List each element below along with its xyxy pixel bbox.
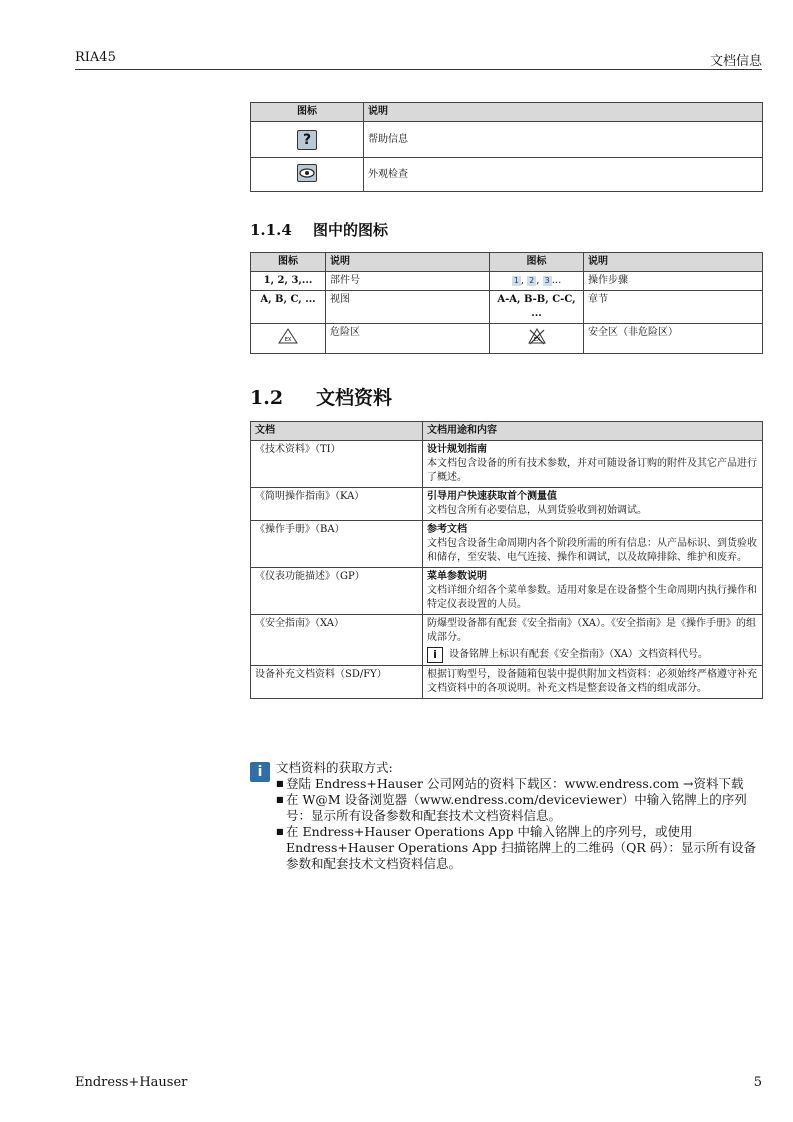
table-row: [251, 666, 763, 699]
doc-note-text: 设备铭牌上标识有配套《安全指南》（XA）文档资料代号。: [449, 649, 708, 660]
section-title: 图中的图标: [313, 221, 389, 239]
section-number: 1.1.4: [250, 221, 292, 239]
table-row: [251, 122, 763, 158]
doc-purpose-title: 菜单参数说明: [427, 571, 487, 582]
safe-area-icon: [527, 327, 547, 345]
doc-purpose-text: 本文档包含设备的所有技术参数，并对可随设备订购的附件及其它产品进行了概述。: [427, 458, 757, 483]
doc-name: 《简明操作指南》（KA）: [251, 488, 423, 521]
list-item: ■ 登陆 Endress+Hauser 公司网站的资料下载区：www.endress.com →资料下载: [286, 776, 765, 792]
section-number: 1.2: [250, 387, 284, 409]
note-list: [276, 776, 765, 872]
doc-purpose-title: 参考文档: [427, 524, 467, 535]
footer-brand: Endress+Hauser: [75, 1075, 188, 1090]
svg-text:EX: EX: [533, 337, 540, 343]
table-header-row: [251, 422, 763, 441]
graphic-symbols-table: [250, 252, 763, 354]
views-symbol: A, B, C, ...: [251, 291, 326, 324]
step-number: 2: [529, 276, 535, 285]
table-row: [251, 272, 763, 291]
col-header-purpose: 文档用途和内容: [423, 422, 763, 441]
table-row: [251, 488, 763, 521]
col-header-desc: 说明: [584, 253, 763, 272]
section-title: 文档资料: [316, 387, 393, 409]
table-header-row: [251, 103, 763, 122]
table-header-row: [251, 253, 763, 272]
row-desc: 危险区: [326, 324, 490, 354]
step-numbers-symbol: [490, 272, 584, 291]
table-row: [251, 521, 763, 568]
page-number: 5: [753, 1075, 762, 1090]
info-icon: i: [427, 647, 443, 663]
separator: ,: [520, 275, 528, 286]
doc-name: 《安全指南》（XA）: [251, 615, 423, 666]
header-rule: [75, 69, 762, 70]
col-header-icon: 图标: [251, 103, 364, 122]
row-desc: 操作步骤: [584, 272, 763, 291]
header-section: 文档信息: [709, 54, 762, 69]
list-item: ■ 在 W@M 设备浏览器（www.endress.com/deviceviewer）中输入铭牌上的序列号：显示所有设备参数和配套技术文档资料信息。: [286, 792, 765, 824]
ellipsis: ...: [551, 275, 562, 286]
col-header-icon: 图标: [251, 253, 326, 272]
row-desc: 章节: [584, 291, 763, 324]
visual-inspection-icon: [297, 164, 317, 182]
symbols-table: [250, 102, 763, 192]
doc-name: 《仪表功能描述》（GP）: [251, 568, 423, 615]
doc-purpose-text: 文档包含设备生命周期内各个阶段所需的所有信息：从产品标识、到货验收和储存，至安装、电气连接、操作和调试，以及故障排除、维护和废弃。: [427, 538, 757, 563]
doc-name: 《操作手册》（BA）: [251, 521, 423, 568]
section-heading-1-2: [250, 383, 392, 410]
col-header-doc: 文档: [251, 422, 423, 441]
documentation-table: [250, 421, 763, 699]
item-numbers-symbol: 1, 2, 3,...: [251, 272, 326, 291]
info-icon: i: [250, 762, 270, 782]
row-desc: 帮助信息: [364, 122, 763, 158]
row-desc: 部件号: [326, 272, 490, 291]
table-row: [251, 615, 763, 666]
doc-name: 设备补充文档资料（SD/FY）: [251, 666, 423, 699]
doc-purpose-text: 根据订购型号，设备随箱包装中提供附加文档资料：必须始终严格遵守补充文档资料中的各项说明。补充文档是整套设备文档的组成部分。: [423, 666, 763, 699]
step-number: 3: [544, 276, 550, 285]
help-icon: ?: [297, 130, 317, 150]
step-number: 1: [513, 276, 519, 285]
row-desc: 视图: [326, 291, 490, 324]
table-row: [251, 324, 763, 354]
doc-purpose-text: 防爆型设备都有配套《安全指南》（XA）。《安全指南》是《操作手册》的组成部分。: [427, 618, 756, 643]
col-header-desc: 说明: [364, 103, 763, 122]
table-row: [251, 441, 763, 488]
separator: ,: [536, 275, 543, 286]
col-header-desc: 说明: [326, 253, 490, 272]
section-heading-1-1-4: [250, 219, 388, 240]
row-desc: 安全区（非危险区）: [584, 324, 763, 354]
note-lead: 文档资料的获取方式:: [276, 760, 393, 775]
availability-note: [250, 760, 765, 872]
header-product: RIA45: [75, 50, 116, 65]
sections-symbol: A-A, B-B, C-C, ...: [490, 291, 584, 324]
doc-name: 《技术资料》（TI）: [251, 441, 423, 488]
hazardous-area-icon: [278, 328, 298, 344]
col-header-icon: 图标: [490, 253, 584, 272]
list-item: ■ 在 Endress+Hauser Operations App 中输入铭牌上的序列号，或使用 Endress+Hauser Operations App 扫描铭牌上的二维码（QR 码）：显示所有设备参数和配套技术文档资料信息。: [286, 824, 765, 872]
doc-purpose-title: 设计规划指南: [427, 444, 487, 455]
doc-purpose-title: 引导用户快速获取首个测量值: [427, 491, 557, 502]
table-row: [251, 158, 763, 192]
table-row: [251, 568, 763, 615]
doc-note: [427, 647, 758, 663]
svg-text:EX: EX: [284, 337, 292, 343]
table-row: [251, 291, 763, 324]
row-desc: 外观检查: [364, 158, 763, 192]
doc-purpose-text: 文档包含所有必要信息，从到货验收到初始调试。: [427, 505, 647, 516]
doc-purpose-text: 文档详细介绍各个菜单参数。适用对象是在设备整个生命周期内执行操作和特定仪表设置的人员。: [427, 585, 757, 610]
